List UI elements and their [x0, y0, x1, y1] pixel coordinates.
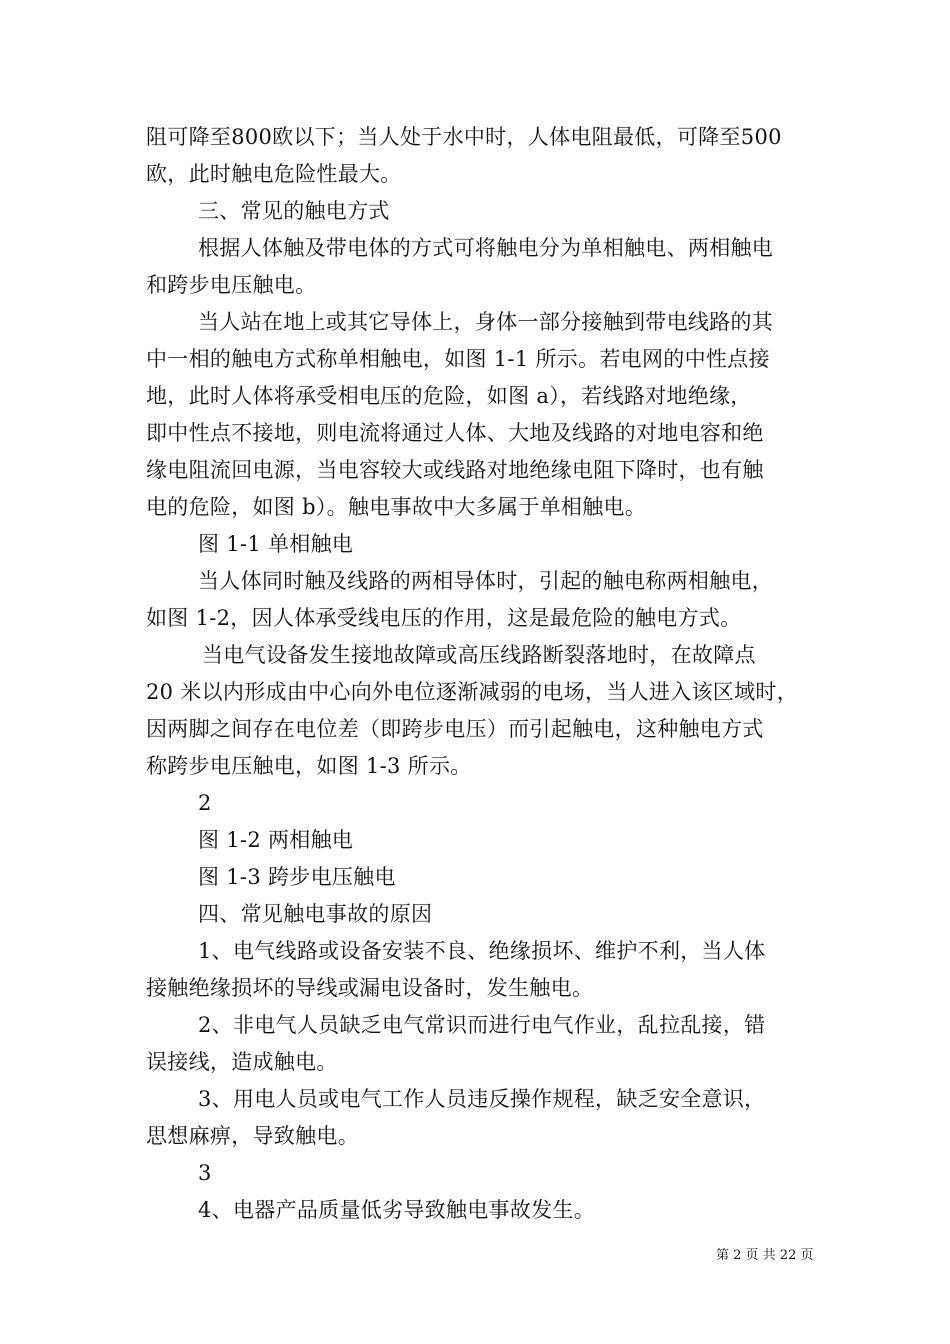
- section-heading-3: 三、常见的触电方式: [198, 199, 390, 223]
- body-line-11: 电的危险，如图 b）。触电事故中大多属于单相触电。: [146, 495, 647, 519]
- list-item-3-line-2: 思想麻痹，导致触电。: [146, 1124, 359, 1148]
- page-footer: 第 2 页 共 22 页: [716, 1248, 814, 1263]
- body-line-17: 因两脚之间存在电位差（即跨步电压）而引起触电，这种触电方式: [146, 717, 764, 741]
- figure-caption-1-1: 图 1-1 单相触电: [198, 532, 354, 556]
- body-line-4: 根据人体触及带电体的方式可将触电分为单相触电、两相触电: [198, 236, 774, 260]
- list-item-2-line-1: 2、非电气人员缺乏电气常识而进行电气作业，乱拉乱接，错: [198, 1013, 766, 1037]
- body-line-7: 中一相的触电方式称单相触电，如图 1-1 所示。若电网的中性点接: [146, 347, 770, 371]
- list-item-1-line-2: 接触绝缘损坏的导线或漏电设备时，发生触电。: [146, 976, 594, 1000]
- body-line-14: 如图 1-2，因人体承受线电压的作用，这是最危险的触电方式。: [146, 606, 742, 630]
- inline-page-number-2: 2: [198, 791, 212, 815]
- body-line-18: 称跨步电压触电，如图 1-3 所示。: [146, 754, 472, 778]
- inline-page-number-3: 3: [198, 1161, 212, 1185]
- body-line-15: 当电气设备发生接地故障或高压线路断裂落地时，在故障点: [202, 643, 756, 667]
- body-line-1: 阻可降至800欧以下；当人处于水中时，人体电阻最低，可降至500: [146, 125, 782, 149]
- body-line-13: 当人体同时触及线路的两相导体时，引起的触电称两相触电，: [198, 569, 774, 593]
- body-line-8: 地，此时人体将承受相电压的危险，如图 a），若线路对地绝缘，: [146, 384, 752, 408]
- body-line-2: 欧，此时触电危险性最大。: [146, 162, 402, 186]
- figure-caption-1-3: 图 1-3 跨步电压触电: [198, 865, 396, 889]
- list-item-4: 4、电器产品质量低劣导致触电事故发生。: [198, 1198, 596, 1222]
- figure-caption-1-2: 图 1-2 两相触电: [198, 828, 354, 852]
- section-heading-4: 四、常见触电事故的原因: [198, 902, 433, 926]
- body-line-6: 当人站在地上或其它导体上，身体一部分接触到带电线路的其: [198, 310, 774, 334]
- body-line-9: 即中性点不接地，则电流将通过人体、大地及线路的对地电容和绝: [146, 421, 764, 445]
- list-item-1-line-1: 1、电气线路或设备安装不良、绝缘损坏、维护不利，当人体: [198, 939, 766, 963]
- list-item-2-line-2: 误接线，造成触电。: [146, 1050, 338, 1074]
- body-line-5: 和跨步电压触电。: [146, 273, 317, 297]
- list-item-3-line-1: 3、用电人员或电气工作人员违反操作规程，缺乏安全意识，: [198, 1087, 766, 1111]
- body-line-10: 缘电阻流回电源，当电容较大或线路对地绝缘电阻下降时，也有触: [146, 458, 764, 482]
- body-line-16: 20 米以内形成由中心向外电位逐渐减弱的电场，当人进入该区域时，: [146, 680, 798, 704]
